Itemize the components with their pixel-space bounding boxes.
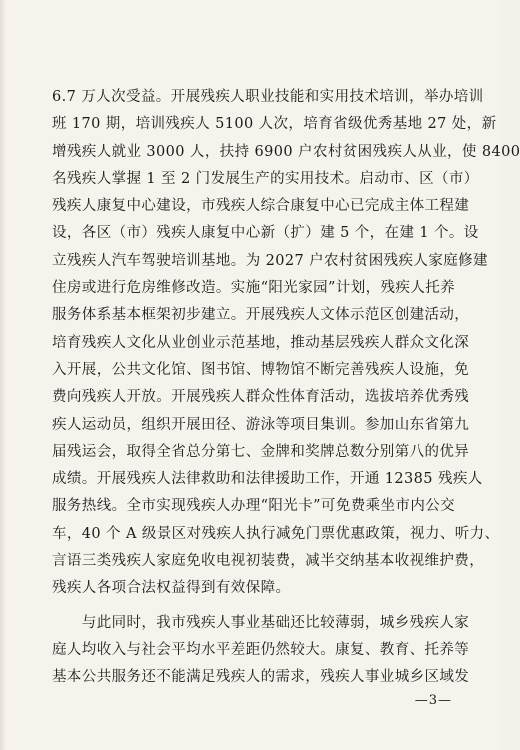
document-body xyxy=(52,84,520,692)
paragraph-2 xyxy=(52,610,470,692)
text-line: 服务体系基本框架初步建立。开展残疾人文体示范区创建活动， xyxy=(52,307,470,324)
text-line: 残疾人各项合法权益得到有效保障。 xyxy=(52,580,291,597)
text-line: 服务热线。全市实现残疾人办理“阳光卡”可免费乘坐市内公交 xyxy=(52,498,456,515)
text-line: 培育残疾人文化从业创业示范基地，推动基层残疾人群众文化深 xyxy=(52,334,470,351)
text-line: 设，各区（市）残疾人康复中心新（扩）建 5 个，在建 1 个。设 xyxy=(52,225,479,242)
text-line: 车，40 个 A 级景区对残疾人执行减免门票优惠政策，视力、听力、 xyxy=(52,525,500,542)
text-line: 疾人运动员，组织开展田径、游泳等项目集训。参加山东省第九 xyxy=(52,416,470,433)
page-number: —3— xyxy=(414,693,452,708)
text-line: 成绩。开展残疾人法律救助和法律援助工作，开通 12385 残疾人 xyxy=(52,471,483,488)
paragraph-1 xyxy=(52,84,520,603)
text-line: 名残疾人掌握 1 至 2 门发展生产的实用技术。启动市、区（市） xyxy=(52,170,479,187)
text-line: 班 170 期，培训残疾人 5100 人次，培育省级优秀基地 27 处，新 xyxy=(52,116,497,133)
text-line: 庭人均收入与社会平均水平差距仍然较大。康复、教育、托养等 xyxy=(52,641,470,658)
text-line: 与此同时，我市残疾人事业基础还比较薄弱，城乡残疾人家 xyxy=(52,614,470,631)
text-line: 费向残疾人开放。开展残疾人群众性体育活动，选拔培养优秀残 xyxy=(52,389,470,406)
text-line: 残疾人康复中心建设，市残疾人综合康复中心已完成主体工程建 xyxy=(52,198,470,215)
text-line: 言语三类残疾人家庭免收电视初装费，减半交纳基本收视维护费， xyxy=(52,553,485,570)
text-line: 届残运会，取得全省总分第七、金牌和奖牌总数分别第八的优异 xyxy=(52,443,470,460)
text-line: 立残疾人汽车驾驶培训基地。为 2027 户农村贫困残疾人家庭修建 xyxy=(52,252,488,269)
text-line: 入开展，公共文化馆、图书馆、博物馆不断完善残疾人设施，免 xyxy=(52,361,470,378)
binding-shadow xyxy=(0,0,6,750)
text-line: 基本公共服务还不能满足残疾人的需求，残疾人事业城乡区域发 xyxy=(52,669,470,686)
text-line: 6.7 万人次受益。开展残疾人职业技能和实用技术培训，举办培训 xyxy=(52,89,484,105)
text-line: 增残疾人就业 3000 人，扶持 6900 户农村贫困残疾人从业，使 8400 xyxy=(52,143,520,160)
text-line: 住房或进行危房维修改造。实施“阳光家园”计划，残疾人托养 xyxy=(52,280,456,297)
